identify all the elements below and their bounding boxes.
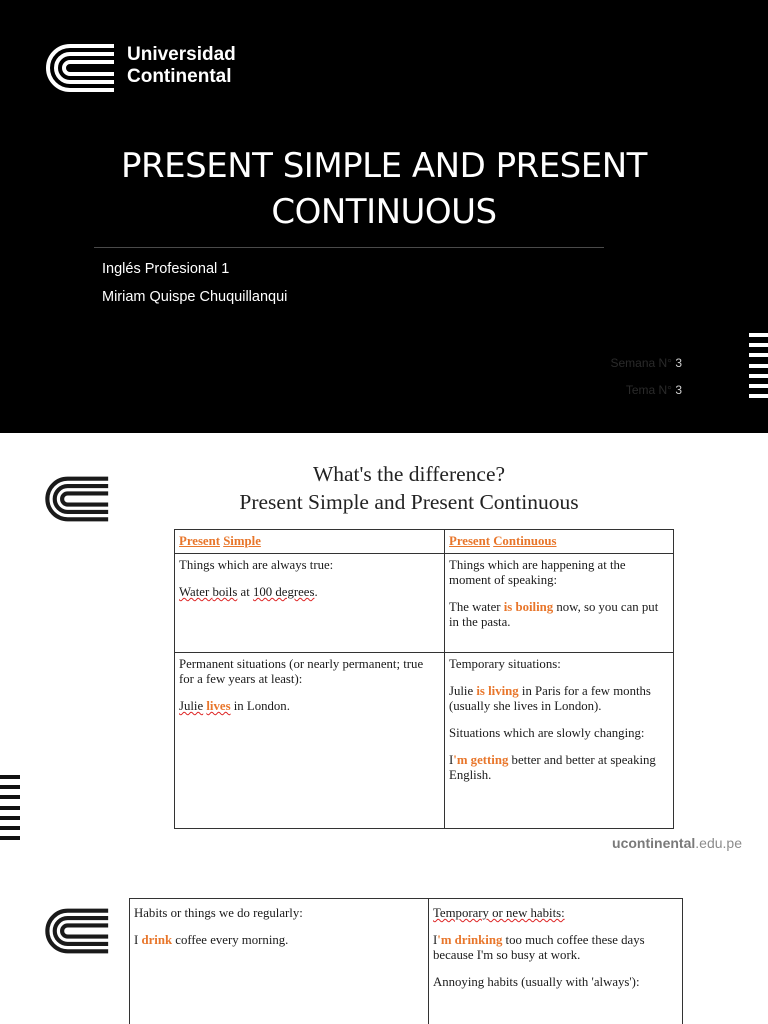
example-sentence: Water boils at 100 degrees. xyxy=(179,585,318,599)
habits-slide xyxy=(0,865,768,1024)
slide-title xyxy=(184,460,634,516)
rule-description: Temporary situations: xyxy=(449,657,561,671)
table-cell xyxy=(130,899,429,1024)
table-cell xyxy=(445,653,674,829)
rule-description: Things which are happening at the moment of speaking: xyxy=(449,558,626,587)
title-divider xyxy=(94,247,604,248)
university-logo-icon xyxy=(40,905,110,957)
table-cell xyxy=(445,554,674,653)
rule-description: Permanent situations (or nearly permanent; true for a few years at least): xyxy=(179,657,424,686)
title-line-2: Present Simple and Present Continuous xyxy=(239,490,579,514)
table-row xyxy=(130,899,683,1024)
title-slide xyxy=(0,0,768,433)
tema-row xyxy=(610,377,682,404)
comparison-slide xyxy=(0,433,768,865)
table-cell xyxy=(429,899,683,1024)
example-sentence: I'm drinking too much coffee these days because I'm so busy at work. xyxy=(433,933,645,962)
header-present-continuous: Present Continuous xyxy=(445,530,674,554)
rule-description: Habits or things we do regularly: xyxy=(134,906,303,920)
example-sentence: Julie lives in London. xyxy=(179,699,290,713)
brand-name xyxy=(127,44,236,88)
example-sentence: I drink coffee every morning. xyxy=(134,933,289,947)
rule-description: Things which are always true: xyxy=(179,558,334,572)
table-header-row xyxy=(175,530,674,554)
brand-line-1: Universidad xyxy=(127,44,236,65)
tema-number: 3 xyxy=(675,383,682,397)
table-row xyxy=(175,653,674,829)
example-sentence: I'm getting better and better at speaking English. xyxy=(449,753,656,782)
rule-description: Situations which are slowly changing: xyxy=(449,726,645,740)
rule-description: Annoying habits (usually with 'always'): xyxy=(433,975,640,989)
brand-line-2: Continental xyxy=(127,66,232,87)
subtitle-block xyxy=(102,255,287,311)
semana-number: 3 xyxy=(675,356,682,370)
habits-table xyxy=(129,898,683,1024)
slide-title: PRESENT SIMPLE AND PRESENT CONTINUOUS xyxy=(121,146,647,232)
table-row xyxy=(175,554,674,653)
rule-description: Temporary or new habits: xyxy=(433,906,565,920)
table-cell xyxy=(175,554,445,653)
session-info xyxy=(610,350,682,404)
semana-row xyxy=(610,350,682,377)
example-sentence: The water is boiling now, so you can put in the pasta. xyxy=(449,600,659,629)
table-cell xyxy=(175,653,445,829)
semana-label: Semana N° xyxy=(610,356,672,370)
footer-website: ucontinental.edu.pe xyxy=(612,835,742,851)
decorative-bars-icon xyxy=(749,333,768,399)
university-logo-icon xyxy=(40,473,110,525)
tema-label: Tema N° xyxy=(625,383,672,397)
example-sentence: Julie is living in Paris for a few months (usually she lives in London). xyxy=(449,684,651,713)
course-name: Inglés Profesional 1 xyxy=(102,261,230,277)
header-present-simple: Present Simple xyxy=(175,530,445,554)
comparison-table xyxy=(174,529,674,829)
author-name: Miriam Quispe Chuquillanqui xyxy=(102,289,288,305)
title-line-1: What's the difference? xyxy=(312,462,506,486)
decorative-bars-icon xyxy=(0,775,20,841)
university-logo-icon xyxy=(40,40,116,96)
